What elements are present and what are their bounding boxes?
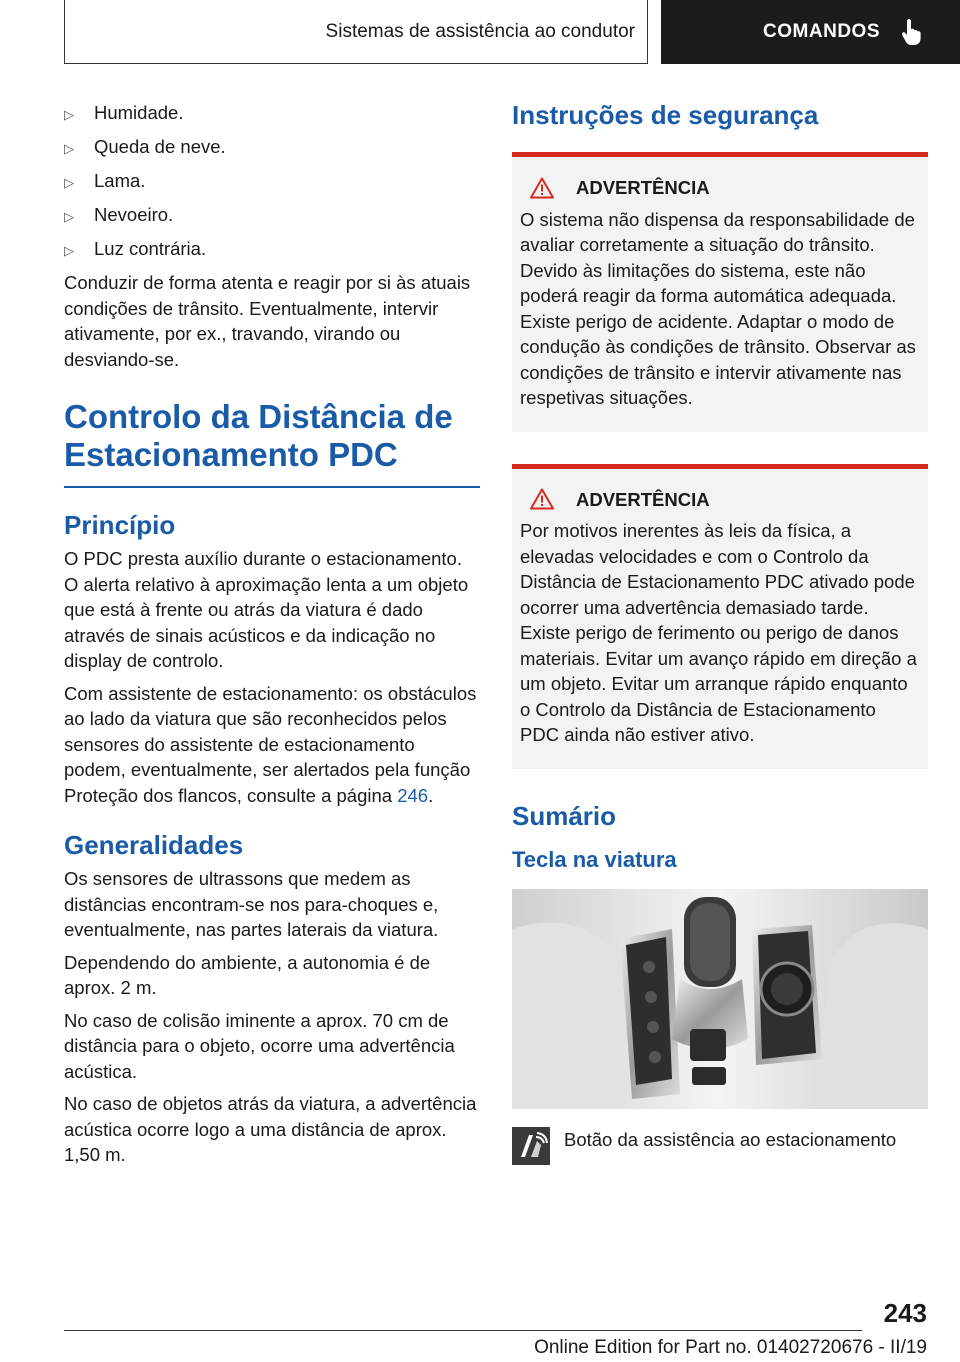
paragraph-principio-2: Com assistente de estacionamento: os obstáculos ao lado da viatura que são reconhecidos pelos sensores do assistente de estacionamento podem, eventualmente, ser alertados pela função Proteção dos flancos, consulte a página 246. xyxy=(64,682,477,806)
footer-divider xyxy=(64,1330,862,1331)
heading-tecla-na-viatura: Tecla na viatura xyxy=(512,846,677,872)
right-column xyxy=(512,100,928,1165)
list-item: ▷ Luz contrária. xyxy=(64,236,480,264)
list-item: ▷ Humidade. xyxy=(64,100,480,128)
warning-text: Por motivos inerentes às leis da física, a elevadas velocidades e com o Controlo da Distância de Estacionamento PDC ativado pode ocorrer uma advertência demasiado tarde. Existe perigo de ferimento ou perigo de danos materiais. Evitar um avanço rápido em direção a um objeto. Evitar um arranque rápido enquanto o Controlo da Distância de Estacionamento PDC ainda não estiver ativo. xyxy=(520,520,917,745)
parking-assistant-button-icon xyxy=(512,1127,550,1165)
warning-triangle-icon xyxy=(530,177,554,199)
triangle-bullet-icon: ▷ xyxy=(64,209,74,224)
heading-principio: Princípio xyxy=(64,510,176,540)
warning-title: ADVERTÊNCIA xyxy=(530,487,920,513)
paragraph-generalidades-4: No caso de objetos atrás da viatura, a advertência acústica ocorre logo a uma distância de aprox. 1,50 m. xyxy=(64,1093,477,1165)
footer-edition: Online Edition for Part no. 01402720676 - II/19 xyxy=(534,1337,927,1358)
list-item: ▷ Nevoeiro. xyxy=(64,202,480,230)
warning-box-1 xyxy=(512,152,928,432)
heading-generalidades: Generalidades xyxy=(64,830,244,860)
warning-text: O sistema não dispensa da responsabilidade de avaliar corretamente a situação do trânsito. Devido às limitações do sistema, este não poderá reagir da forma automática adequada. Existe perigo de acidente. Adaptar o modo de condução às condições de trânsito. Observar as condições de trânsito e intervir ativamente nas respetivas situações. xyxy=(520,208,916,408)
paragraph-conduzir: Conduzir de forma atenta e reagir por si às atuais condições de trânsito. Eventualmente, intervir ativamente, por ex., travando, virando ou desviando-se. xyxy=(64,272,471,370)
list-item: ▷ Lama. xyxy=(64,168,480,196)
triangle-bullet-icon: ▷ xyxy=(64,141,74,156)
key-legend xyxy=(512,1127,928,1165)
warning-triangle-icon xyxy=(530,488,554,510)
header-section-label: Sistemas de assistência ao condutor xyxy=(325,20,635,42)
hand-pointer-icon xyxy=(900,18,924,46)
paragraph-generalidades-1: Os sensores de ultrassons que medem as distâncias encontram-se nos para-choques e, eventualmente, nas partes laterais da viatura. xyxy=(64,868,439,940)
heading-instrucoes-seguranca: Instruções de segurança xyxy=(512,100,819,130)
triangle-bullet-icon: ▷ xyxy=(64,175,74,190)
warning-title: ADVERTÊNCIA xyxy=(530,175,920,201)
left-column xyxy=(64,100,480,1175)
page-reference-link[interactable]: 246 xyxy=(397,784,429,806)
center-console-photo xyxy=(512,889,928,1109)
paragraph-generalidades-3: No caso de colisão iminente a aprox. 70 cm de distância para o objeto, ocorre uma advertência acústica. xyxy=(64,1009,455,1082)
key-caption: Botão da assistência ao estacionamento xyxy=(564,1128,897,1150)
triangle-bullet-icon: ▷ xyxy=(64,107,74,122)
header-section-title xyxy=(64,0,648,64)
list-item: ▷ Queda de neve. xyxy=(64,134,480,162)
center-console-illustration xyxy=(512,889,928,1109)
paragraph-generalidades-2: Dependendo do ambiente, a autonomia é de aprox. 2 m. xyxy=(64,951,431,998)
chapter-heading-pdc: Controlo da Distância de Estacionamento PDC xyxy=(64,398,480,488)
paragraph-principio-1: O PDC presta auxílio durante o estacionamento. O alerta relativo à aproximação lenta a um objeto que está à frente ou atrás da viatura é dado através de sinais acústicos e da indicação no display de controlo. xyxy=(64,548,469,671)
warning-box-2 xyxy=(512,464,928,769)
page-number: 243 xyxy=(883,1298,927,1328)
header-chapter-tab xyxy=(661,0,960,64)
header-chapter-label: COMANDOS xyxy=(763,21,880,42)
heading-sumario: Sumário xyxy=(512,800,617,831)
triangle-bullet-icon: ▷ xyxy=(64,243,74,258)
